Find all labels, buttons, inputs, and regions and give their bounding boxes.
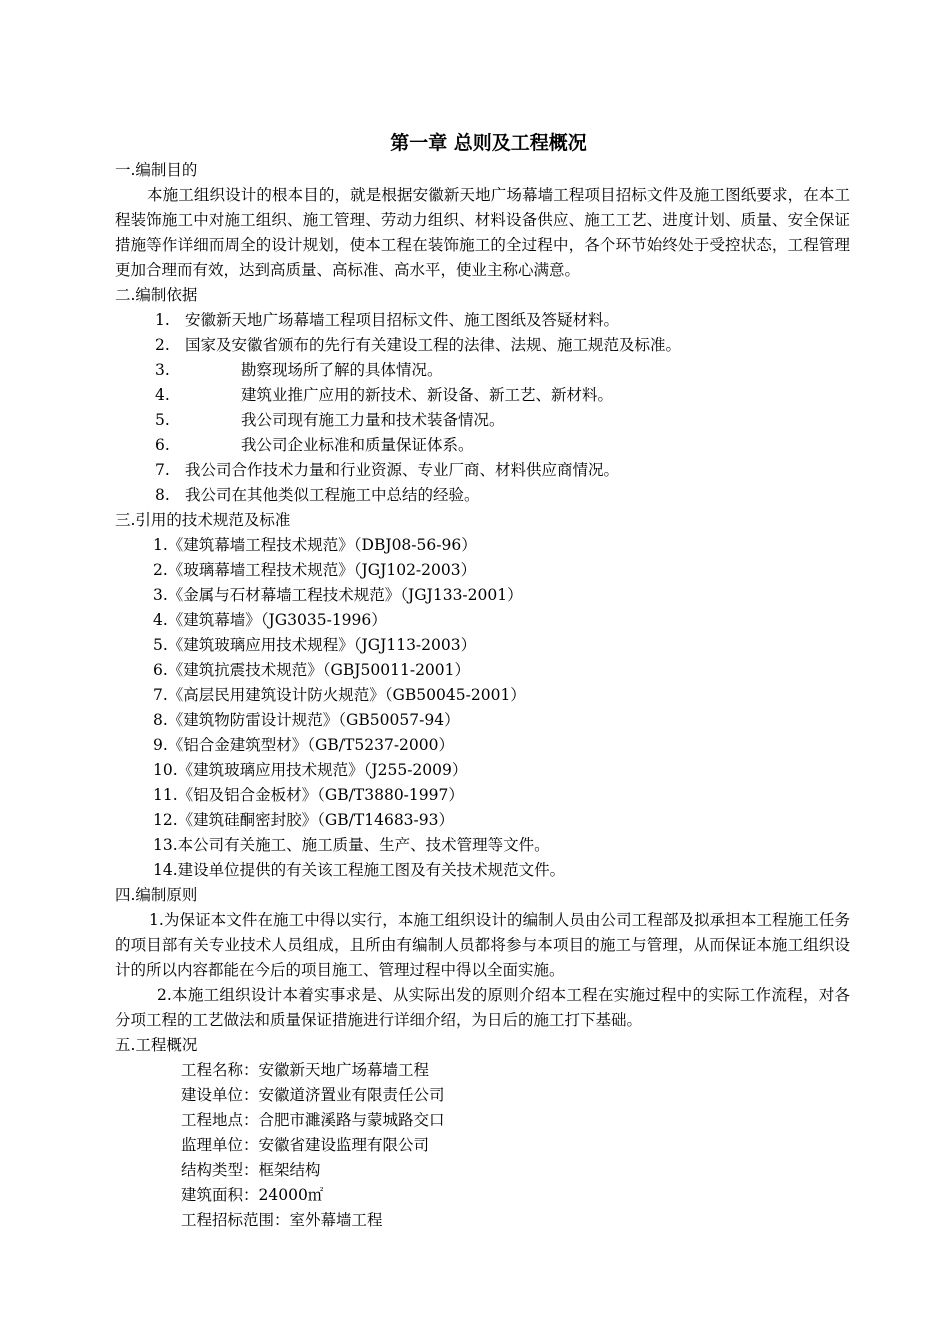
list-item: 10.《建筑玻璃应用技术规范》（J255-2009） [153, 761, 468, 779]
section-heading: 三.引用的技术规范及标准 [115, 511, 291, 529]
list-number: 1. [155, 311, 170, 329]
list-item [115, 308, 850, 333]
list-number: 6. [155, 436, 170, 454]
list-number: 7. [155, 461, 170, 479]
list-item: 4.《建筑幕墙》（JG3035-1996） [153, 611, 387, 629]
overview-item: 工程地点：合肥市濉溪路与蒙城路交口 [181, 1111, 445, 1129]
list-text: 建筑业推广应用的新技术、新设备、新工艺、新材料。 [241, 386, 614, 404]
list-item: 9.《铝合金建筑型材》（GB/T5237-2000） [153, 736, 455, 754]
list-item: 12.《建筑硅酮密封胶》（GB/T14683-93） [153, 811, 455, 829]
list-text: 国家及安徽省颁布的先行有关建设工程的法律、法规、施工规范及标准。 [185, 336, 682, 354]
list-item [115, 408, 850, 433]
list-number: 3. [155, 361, 170, 379]
list-item [115, 433, 850, 458]
section-purpose [115, 158, 850, 283]
section-basis [115, 283, 850, 508]
document-page [115, 128, 850, 1233]
section-heading: 四.编制原则 [115, 886, 198, 904]
list-item [115, 458, 850, 483]
list-item: 8.《建筑物防雷设计规范》（GB50057-94） [153, 711, 460, 729]
list-text: 勘察现场所了解的具体情况。 [241, 361, 443, 379]
overview-item: 结构类型：框架结构 [181, 1161, 321, 1179]
list-item: 1.《建筑幕墙工程技术规范》（DBJ08-56-96） [153, 536, 477, 554]
paragraph: 本施工组织设计的根本目的，就是根据安徽新天地广场幕墙工程项目招标文件及施工图纸要求，在本工程装饰施工中对施工组织、施工管理、劳动力组织、材料设备供应、施工工艺、进度计划、质量、安全保证措施等作详细而周全的设计规划，使本工程在装饰施工的全过程中，各个环节始终处于受控状态，工程管理更加合理而有效，达到高质量、高标准、高水平，使业主称心满意。 [115, 186, 850, 279]
list-number: 4. [155, 386, 170, 404]
list-item: 5.《建筑玻璃应用技术规程》（JGJ113-2003） [153, 636, 477, 654]
standards-list [115, 533, 850, 883]
list-text: 安徽新天地广场幕墙工程项目招标文件、施工图纸及答疑材料。 [185, 311, 620, 329]
overview-item: 建设单位：安徽道济置业有限责任公司 [181, 1086, 445, 1104]
list-item: 2.《玻璃幕墙工程技术规范》（JGJ102-2003） [153, 561, 477, 579]
list-item: 3.《金属与石材幕墙工程技术规范》（JGJ133-2001） [153, 586, 523, 604]
list-item [115, 483, 850, 508]
list-text: 我公司合作技术力量和行业资源、专业厂商、材料供应商情况。 [185, 461, 620, 479]
section-principles [115, 883, 850, 1033]
list-text: 我公司现有施工力量和技术装备情况。 [241, 411, 505, 429]
list-item: 7.《高层民用建筑设计防火规范》（GB50045-2001） [153, 686, 526, 704]
overview-item: 工程招标范围：室外幕墙工程 [181, 1211, 383, 1229]
section-overview [115, 1033, 850, 1233]
list-item [115, 358, 850, 383]
basis-list [115, 308, 850, 508]
list-item: 13.本公司有关施工、施工质量、生产、技术管理等文件。 [153, 836, 550, 854]
list-text: 我公司在其他类似工程施工中总结的经验。 [185, 486, 480, 504]
paragraph: 2.本施工组织设计本着实事求是、从实际出发的原则介绍本工程在实施过程中的实际工作流程，对各分项工程的工艺做法和质量保证措施进行详细介绍，为日后的施工打下基础。 [115, 986, 850, 1029]
list-item: 6.《建筑抗震技术规范》（GBJ50011-2001） [153, 661, 471, 679]
overview-item: 监理单位：安徽省建设监理有限公司 [181, 1136, 430, 1154]
list-item [115, 333, 850, 358]
list-number: 5. [155, 411, 170, 429]
list-number: 2. [155, 336, 170, 354]
list-item: 14.建设单位提供的有关该工程施工图及有关技术规范文件。 [153, 861, 566, 879]
overview-item: 工程名称：安徽新天地广场幕墙工程 [181, 1061, 430, 1079]
paragraph: 1.为保证本文件在施工中得以实行，本施工组织设计的编制人员由公司工程部及拟承担本工程施工任务的项目部有关专业技术人员组成，且所由有编制人员都将参与本项目的施工与管理，从而保证本施工组织设计的所以内容都能在今后的项目施工、管理过程中得以全面实施。 [115, 911, 850, 979]
section-heading: 五.工程概况 [115, 1036, 198, 1054]
list-item: 11.《铝及铝合金板材》（GB/T3880-1997） [153, 786, 464, 804]
list-number: 8. [155, 486, 170, 504]
chapter-title: 第一章 总则及工程概况 [390, 132, 587, 154]
section-heading: 一.编制目的 [115, 161, 198, 179]
section-heading: 二.编制依据 [115, 286, 198, 304]
list-text: 我公司企业标准和质量保证体系。 [241, 436, 474, 454]
list-item [115, 383, 850, 408]
overview-item: 建筑面积：24000㎡ [181, 1186, 324, 1204]
section-standards [115, 508, 850, 883]
overview-list [115, 1058, 850, 1233]
